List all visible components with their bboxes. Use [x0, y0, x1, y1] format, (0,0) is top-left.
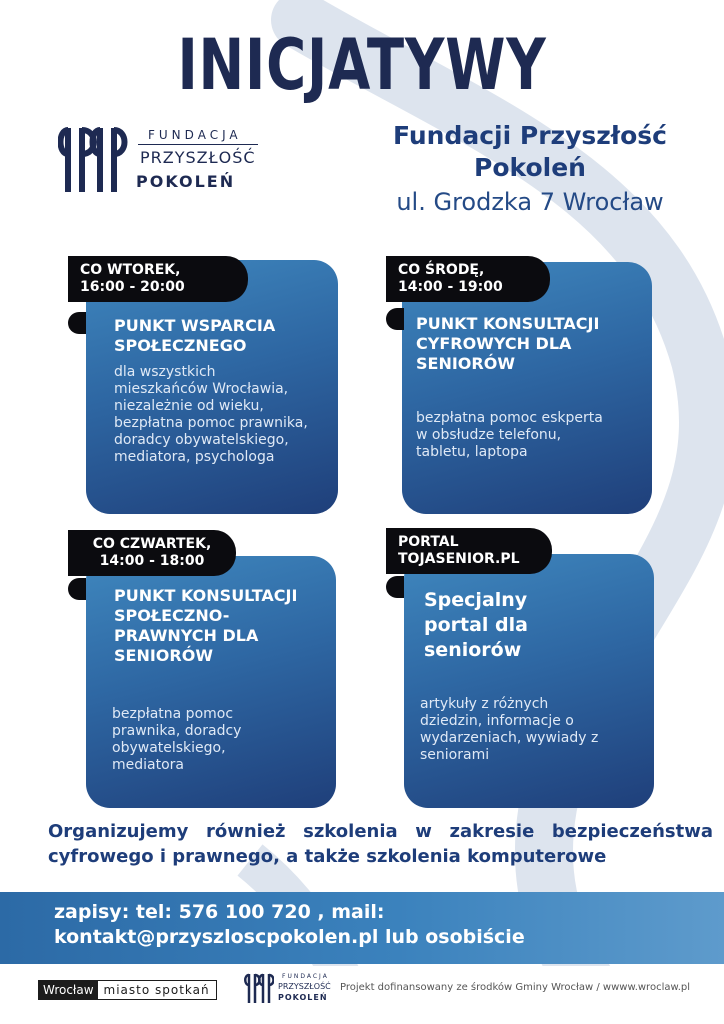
- wroclaw-logo-part-2: miasto spotkań: [103, 983, 210, 997]
- training-note: Organizujemy również szkolenia w zakresie bezpieczeństwa cyfrowego i prawnego, a także szkolenia komputerowe: [48, 821, 713, 867]
- footer-foundation-logo: [244, 971, 334, 1007]
- card-description: bezpłatna pomoc eskperta w obsłudze telefonu, tabletu, laptopa: [416, 410, 603, 460]
- wroclaw-logo-part-1: Wrocław: [39, 981, 98, 999]
- logo-divider: [138, 144, 258, 145]
- pillar-logo-icon: [58, 122, 128, 194]
- card-schedule-tab: [386, 528, 552, 574]
- card-legal-consultation: [68, 530, 338, 808]
- footer-logo-line-2: PRZYSZŁOŚĆ: [278, 982, 331, 991]
- card-tab-fold: [68, 312, 86, 334]
- card-schedule-time: TOJASENIOR.PL: [398, 551, 520, 567]
- organization-info: [360, 120, 700, 216]
- card-heading: PUNKT KONSULTACJI SPOŁECZNO-PRAWNYCH DLA SENIORÓW: [114, 586, 298, 665]
- project-note: Projekt dofinansowany ze środków Gminy Wrocław / wwww.wroclaw.pl: [340, 982, 691, 993]
- logo-line-1: FUNDACJA: [148, 128, 242, 142]
- organization-name-line-1: Fundacji Przyszłość: [393, 121, 667, 150]
- wroclaw-logo: [38, 980, 217, 1000]
- footer-logo-line-1: FUNDACJA: [282, 973, 329, 980]
- card-description: dla wszystkich mieszkańców Wrocławia, niezależnie od wieku, bezpłatna pomoc prawnika, doradcy obywatelskiego, mediatora, psychologa: [114, 364, 308, 465]
- contact-line-1: zapisy: tel: 576 100 720 , mail:: [54, 901, 385, 923]
- card-schedule-day: CO WTOREK,: [80, 262, 181, 278]
- card-schedule-time: 16:00 - 20:00: [80, 279, 185, 295]
- page-title: INICJATYWY: [177, 24, 547, 106]
- card-schedule-tab: [68, 530, 236, 576]
- card-tab-fold: [68, 578, 86, 600]
- pillar-logo-icon: [244, 971, 274, 1005]
- contact-line-2: kontakt@przyszloscpokolen.pl lub osobiście: [54, 926, 525, 948]
- card-schedule-day: CO ŚRODĘ,: [398, 262, 485, 278]
- card-schedule-tab: [386, 256, 550, 302]
- footer-logo-line-3: POKOLEŃ: [278, 993, 328, 1002]
- card-tab-fold: [386, 308, 404, 330]
- card-heading: Specjalny portal dla seniorów: [424, 589, 528, 661]
- card-tab-fold: [386, 576, 404, 598]
- logo-line-3: POKOLEŃ: [136, 172, 236, 191]
- card-schedule-day: PORTAL: [398, 534, 459, 550]
- card-digital-consultation: [386, 256, 656, 518]
- logo-line-2: PRZYSZŁOŚĆ: [140, 148, 256, 167]
- card-schedule-tab: [68, 256, 248, 302]
- card-social-support: [68, 256, 338, 516]
- card-schedule-time: 14:00 - 19:00: [398, 279, 503, 295]
- footer: [0, 966, 724, 1024]
- card-description: artykuły z różnych dziedzin, informacje o wydarzeniach, wywiady z seniorami: [420, 696, 599, 763]
- card-heading: PUNKT WSPARCIA SPOŁECZNEGO: [114, 316, 276, 355]
- card-description: bezpłatna pomoc prawnika, doradcy obywatelskiego, mediatora: [112, 706, 242, 773]
- contact-info: [54, 900, 525, 950]
- card-schedule-day: CO CZWARTEK,: [92, 536, 212, 552]
- card-portal: [386, 528, 656, 808]
- organization-name-line-2: Pokoleń: [474, 153, 586, 182]
- foundation-logo: [58, 118, 268, 198]
- card-heading: PUNKT KONSULTACJI CYFROWYCH DLA SENIORÓW: [416, 314, 600, 373]
- card-schedule-time: 14:00 - 18:00: [99, 553, 205, 569]
- organization-address: ul. Grodzka 7 Wrocław: [396, 188, 664, 216]
